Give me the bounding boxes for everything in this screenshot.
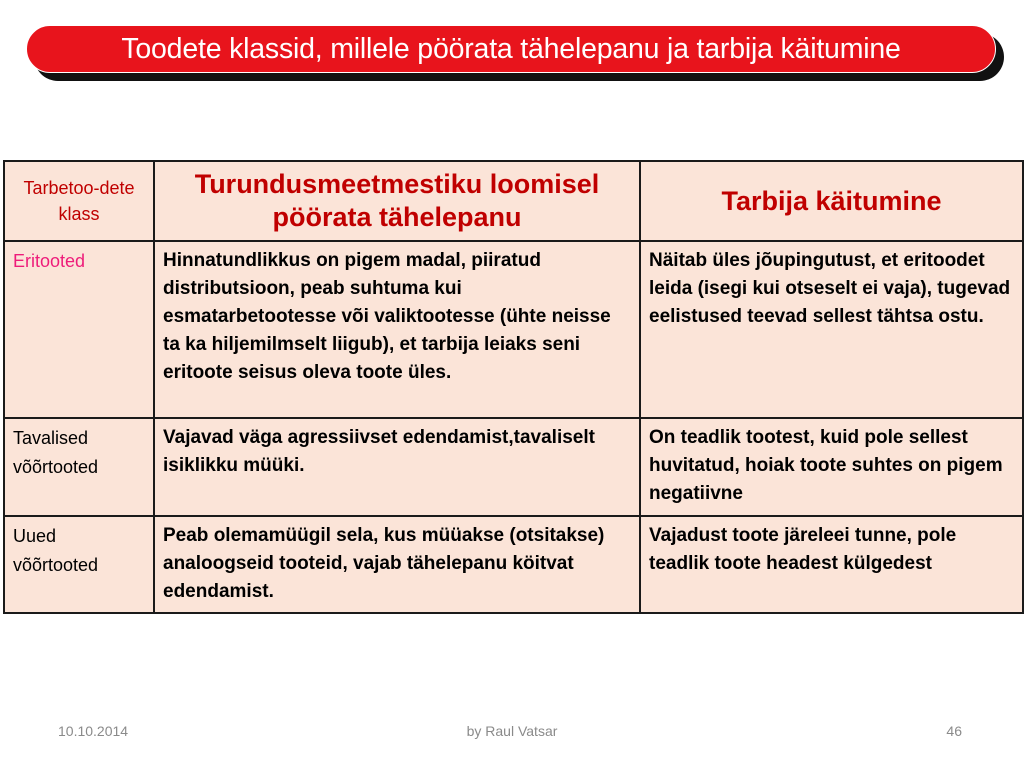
row-behavior-cell: On teadlik tootest, kuid pole sellest huvitatud, hoiak toote suhtes on pigem negatiivne [640,418,1023,516]
title-bar [26,25,996,73]
class-label: Tavalised võõrtooted [13,428,99,477]
footer-page-number: 46 [946,723,962,739]
row-behavior-cell: Näitab üles jõupingutust, et eritoodet leida (isegi kui otseselt ei vaja), tugevad eelistused teevad sellest tähtsa ostu. [640,241,1023,418]
product-class-table [3,160,1024,614]
slide-title: Toodete klassid, millele pöörata tähelepanu ja tarbija käitumine [121,32,901,65]
row-class-cell [4,241,154,418]
class-label: Uued võõrtooted [13,526,99,575]
row-class-cell [4,418,154,516]
row-behavior-cell: Vajadust toote järeleei tunne, pole teadlik toote headest külgedest [640,516,1023,613]
header-consumer-behavior: Tarbija käitumine [640,161,1023,241]
row-class-cell [4,516,154,613]
row-marketing-cell: Hinnatundlikkus on pigem madal, piiratud distributsioon, peab suhtuma kui esmatarbetootesse või valiktootesse (ühte neisse ta ka hiljemilmselt liigub), et tarbija leiaks seni eritoote seisus oleva toote üles. [154,241,640,418]
table-row [4,241,1023,418]
footer-date: 10.10.2014 [58,723,129,739]
table-header-row [4,161,1023,241]
table-row [4,418,1023,516]
class-label: Eritooted [13,251,86,271]
row-marketing-cell: Vajavad väga agressiivset edendamist,tavaliselt isiklikku müüki. [154,418,640,516]
header-marketing-focus: Turundusmeetmestiku loomisel pöörata tähelepanu [154,161,640,241]
footer-author: by Raul Vatsar [466,723,558,739]
header-product-class: Tarbetoo-dete klass [4,161,154,241]
row-marketing-cell: Peab olemamüügil sela, kus müüakse (otsitakse) analoogseid tooteid, vajab tähelepanu köitvat edendamist. [154,516,640,613]
table-row [4,516,1023,613]
